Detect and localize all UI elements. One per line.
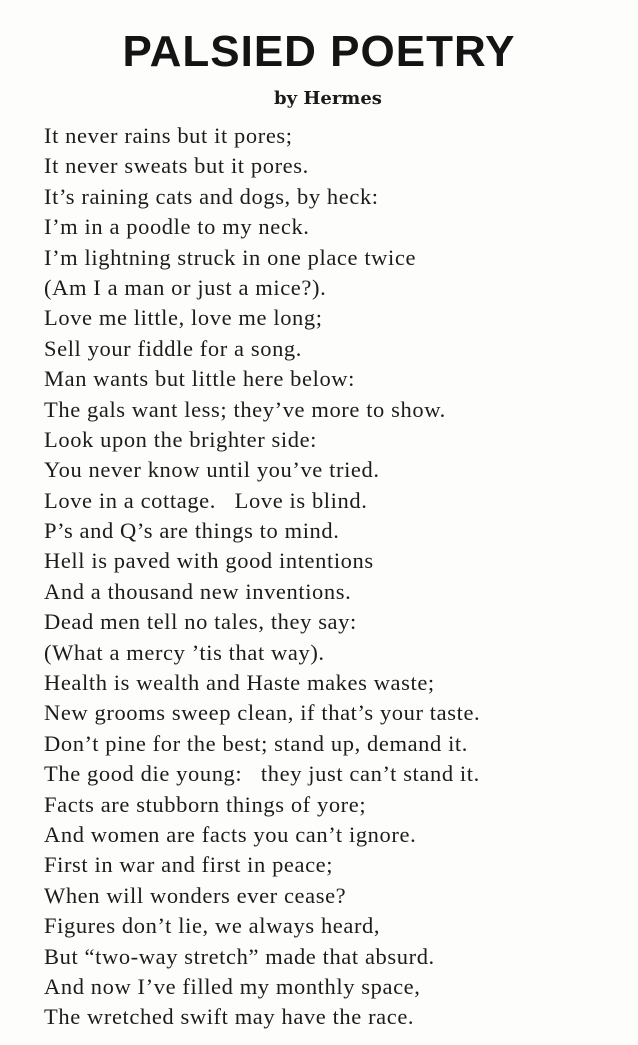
poem-line: But “two-way stretch” made that absurd.	[44, 943, 435, 969]
poem-line: I’m in a poodle to my neck.	[44, 214, 310, 240]
poem-byline: by Hermes	[274, 88, 382, 109]
poem-line: Man wants but little here below:	[44, 366, 356, 392]
poem-body	[44, 121, 634, 1033]
poem-line: Dead men tell no tales, they say:	[44, 609, 357, 635]
poem-line: Don’t pine for the best; stand up, demand it.	[44, 730, 469, 756]
poem-line: The wretched swift may have the race.	[44, 1004, 415, 1030]
poem-line: Health is wealth and Haste makes waste;	[44, 670, 435, 696]
poem-line: The gals want less; they’ve more to show.	[44, 396, 446, 422]
poem-line: Love in a cottage. Love is blind.	[44, 487, 368, 513]
poem-line: The good die young: they just can’t stand it.	[44, 761, 480, 787]
poem-line: First in war and first in peace;	[44, 852, 334, 878]
poem-line: New grooms sweep clean, if that’s your taste.	[44, 700, 481, 726]
poem-line: Hell is paved with good intentions	[44, 548, 374, 574]
poem-line: (Am I a man or just a mice?).	[44, 274, 327, 300]
poem-line: You never know until you’ve tried.	[44, 457, 380, 483]
poem-line: And a thousand new inventions.	[44, 578, 352, 604]
poem-line: And now I’ve filled my monthly space,	[44, 973, 421, 999]
poem-line: Figures don’t lie, we always heard,	[44, 913, 381, 939]
poem-line: (What a mercy ’tis that way).	[44, 639, 325, 665]
poem-line: And women are facts you can’t ignore.	[44, 821, 417, 847]
poem-line: Love me little, love me long;	[44, 305, 323, 331]
poem-line: Look upon the brighter side:	[44, 426, 318, 452]
poem-line: Sell your fiddle for a song.	[44, 335, 303, 361]
poem-line: It never rains but it pores;	[44, 123, 293, 148]
poem-line: P’s and Q’s are things to mind.	[44, 518, 340, 544]
poem-line: When will wonders ever cease?	[44, 882, 347, 908]
poem-title: PALSIED POETRY	[122, 27, 516, 76]
poem-line: I’m lightning struck in one place twice	[44, 244, 417, 270]
poem-line: It’s raining cats and dogs, by heck:	[44, 183, 379, 209]
poem-line: Facts are stubborn things of yore;	[44, 791, 367, 817]
poem-line: It never sweats but it pores.	[44, 153, 309, 179]
